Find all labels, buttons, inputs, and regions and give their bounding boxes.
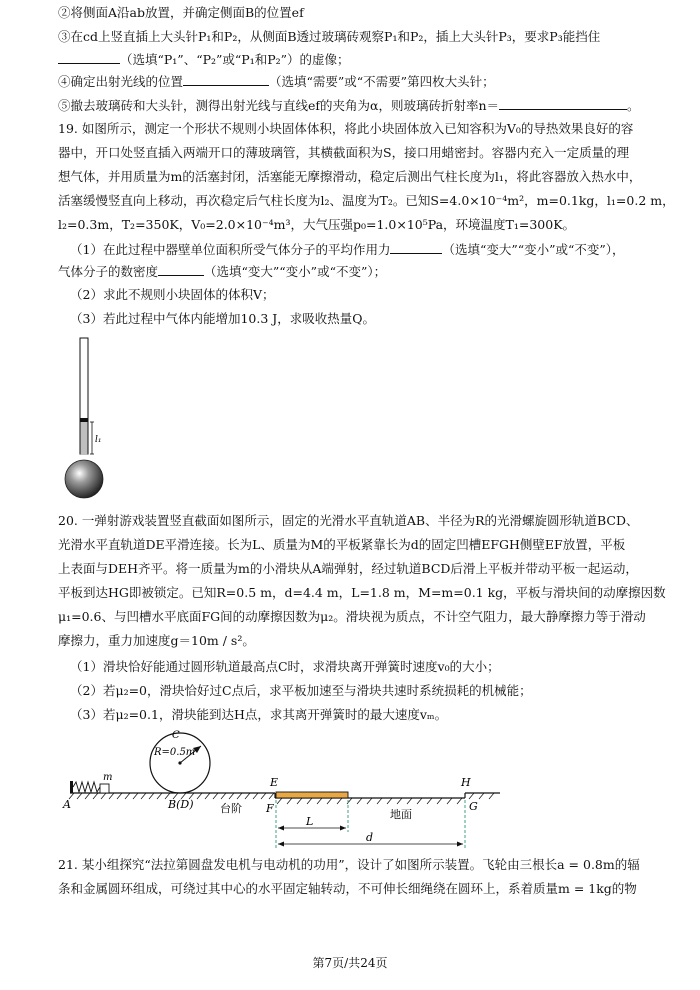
q21-line1: 21. 某小组探究“法拉第圆盘发电机与电动机的功用”，设计了如图所示装置。飞轮由三根长a = 0.8m的辐	[58, 857, 640, 872]
q19-part3: （3）若此过程中气体内能增加10.3 J，求吸收热量Q。	[70, 311, 376, 326]
label-l: L	[306, 815, 314, 828]
q19-part1-text-d: （选填“变大”“变小”或“不变”）；	[204, 264, 387, 279]
q19-line4: 活塞缓慢竖直向上移动，再次稳定后气柱长度为l₂、温度为T₂。已知S=4.0×10⁻⁴m²，m=0.1kg，l₁=0.2 m，	[58, 193, 675, 208]
q18-step4-text: ④确定出射光线的位置	[58, 74, 184, 89]
q18-step5-text: ⑤撤去玻璃砖和大头针，测得出射光线与直线ef的夹角为α，则玻璃砖折射率n＝	[58, 98, 500, 113]
label-ground: 地面	[390, 808, 412, 821]
label-e: E	[270, 776, 279, 789]
answer-blank[interactable]	[158, 262, 204, 276]
container-ball	[65, 460, 103, 498]
answer-blank[interactable]	[183, 72, 269, 86]
slider-block-m	[100, 784, 109, 793]
q19-part1-text: （1）在此过程中器壁单位面积所受气体分子的平均作用力	[70, 242, 391, 257]
q20-line2: 光滑水平直轨道DE平滑连接。长为L、质量为M的平板紧靠长为d的固定凹槽EFGH侧壁EF放置，平板	[58, 537, 626, 552]
q20-line4: 平板到达HG即被锁定。已知R=0.5 m，d=4.4 m，L=1.8 m，M=m=0.1 kg，平板与滑块间的动摩擦因数	[58, 585, 666, 600]
q18-step4	[58, 72, 660, 91]
q19-part1-cont	[58, 262, 660, 281]
q19-part1	[70, 240, 660, 259]
answer-blank[interactable]	[390, 240, 442, 254]
q18-step2: ②将侧面A沿ab放置，并确定侧面B的位置ef	[58, 5, 304, 20]
q19-line3: 想气体，并用质量为m的活塞封闭，活塞能无摩擦滑动，稳定后测出气柱长度为l₁，将此容器放入热水中，	[58, 169, 642, 184]
q20-line1: 20. 一弹射游戏装置竖直截面如图所示，固定的光滑水平直轨道AB、半径为R的光滑螺旋圆形轨道BCD、	[58, 513, 639, 528]
q19-part1-text-b: （选填“变大”“变小”或“不变”），	[442, 242, 625, 257]
label-g: G	[469, 800, 478, 813]
q19-container-figure	[60, 336, 120, 501]
answer-blank[interactable]	[499, 96, 627, 110]
q20-track-figure	[60, 728, 510, 850]
q18-step5-text-b: 。	[627, 98, 640, 113]
piston	[80, 418, 88, 422]
label-c: C	[172, 730, 180, 741]
q20-line3: 上表面与DEH齐平。将一质量为m的小滑块从A端弹射，经过轨道BCD后滑上平板并带动平板一起运动，	[58, 561, 638, 576]
q20-part1: （1）滑块恰好能通过圆形轨道最高点C时，求滑块离开弹簧时速度v₀的大小；	[70, 659, 500, 674]
q18-step3	[58, 28, 660, 46]
q18-step3-text: ③在cd上竖直插上大头针P₁和P₂，从侧面B透过玻璃砖观察P₁和P₂，插上大头针P₃，要求P₃能挡住	[58, 29, 601, 44]
plank	[276, 792, 348, 798]
label-f: F	[266, 802, 274, 815]
q19-line5: l₂=0.3m，T₂=350K，V₀=2.0×10⁻⁴m³，大气压强p₀=1.0×10⁵Pa，环境温度T₁=300K。	[58, 217, 576, 232]
q20-line6: 摩擦力，重力加速度g＝10m / s²。	[58, 633, 255, 648]
label-h: H	[461, 776, 471, 789]
label-d: d	[366, 831, 374, 844]
q19-line2: 器中，开口处竖直插入两端开口的薄玻璃管，其横截面积为S，接口用蜡密封。容器内充入一定质量的理	[58, 145, 630, 160]
q19-line1: 19. 如图所示，测定一个形状不规则小块固体体积，将此小块固体放入已知容积为V₀的导热效果良好的容	[58, 121, 634, 136]
label-radius: R=0.5m	[154, 747, 196, 758]
answer-blank[interactable]	[58, 50, 120, 64]
q21-line2: 条和金属圆环组成，可绕过其中心的水平固定轴转动，不可伸长细绳绕在圆环上，系着质量m = 1kg的物	[58, 881, 637, 896]
q18-step3-text-b: （选填“P₁”、“P₂”或“P₁和P₂”）的虚像；	[120, 52, 350, 67]
q18-step4-text-b: （选填“需要”或“不需要”第四枚大头针；	[269, 74, 495, 89]
q20-part3: （3）若μ₂=0.1，滑块能到达H点，求其离开弹簧时的最大速度vₘ。	[70, 707, 448, 722]
q20-part2: （2）若μ₂=0，滑块恰好过C点后，求平板加速至与滑块共速时系统损耗的机械能；	[70, 683, 532, 698]
gas-column	[81, 421, 88, 455]
label-a: A	[63, 798, 71, 811]
page-footer: 第7页/共24页	[312, 956, 388, 970]
q19-part1-text-c: 气体分子的数密度	[58, 264, 159, 279]
l1-label: l₁	[95, 435, 102, 445]
q18-step3-cont	[58, 50, 660, 69]
label-step: 台阶	[220, 802, 242, 815]
label-bd: B(D)	[168, 798, 194, 811]
q19-part2: （2）求此不规则小块固体的体积V；	[70, 287, 275, 302]
label-m: m	[103, 772, 113, 783]
q20-line5: μ₁=0.6、与凹槽水平底面FG间的动摩擦因数为μ₂。滑块视为质点，不计空气阻力，最大静摩擦力等于滑动	[58, 609, 646, 624]
spring	[73, 782, 100, 792]
q18-step5	[58, 96, 660, 115]
